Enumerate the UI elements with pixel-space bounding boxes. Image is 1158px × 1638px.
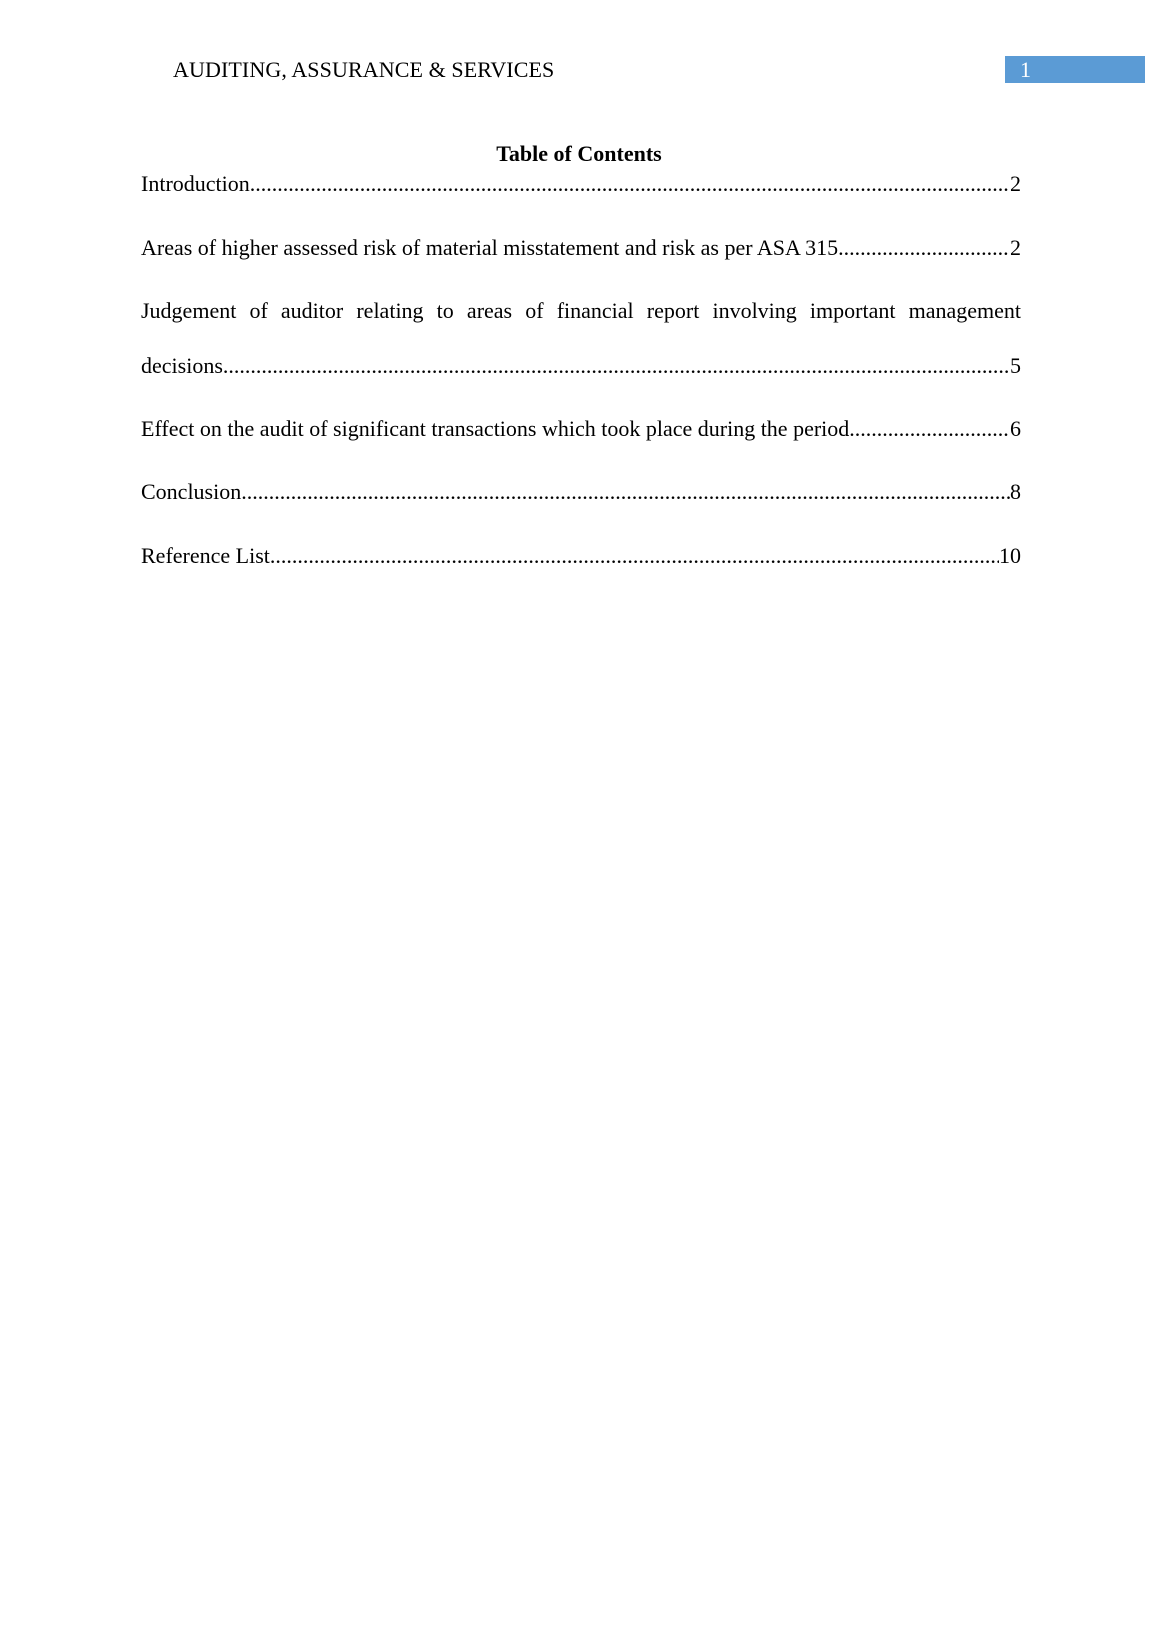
page-number-badge bbox=[1005, 56, 1145, 83]
toc-entry-text: Introduction bbox=[141, 171, 250, 196]
toc-entry-introduction[interactable] bbox=[141, 170, 1021, 198]
toc-entry-text: Reference List bbox=[141, 543, 270, 568]
toc-entry-text: Areas of higher assessed risk of material misstatement and risk as per ASA 315 bbox=[141, 235, 839, 260]
toc-leader-dots bbox=[270, 542, 999, 570]
toc-entry-conclusion[interactable] bbox=[141, 478, 1021, 506]
toc-entry-text-line2: decisions bbox=[141, 353, 223, 378]
toc-entry-text-line1: Judgement of auditor relating to areas of financial report involving important management bbox=[141, 298, 1021, 323]
toc-entry-page: 6 bbox=[1010, 416, 1021, 441]
toc-entry-risk-areas[interactable] bbox=[141, 234, 1021, 262]
toc-leader-dots bbox=[849, 415, 1010, 443]
toc-leader-dots bbox=[223, 352, 1010, 380]
toc-leader-dots bbox=[241, 478, 1010, 506]
toc-entry-page: 5 bbox=[1010, 353, 1021, 378]
toc-entry-page: 2 bbox=[1010, 171, 1021, 196]
toc-entry-judgement[interactable] bbox=[141, 297, 1021, 325]
toc-entry-page: 2 bbox=[1010, 235, 1021, 260]
toc-entry-reference-list[interactable] bbox=[141, 542, 1021, 570]
toc-entry-significant-transactions[interactable] bbox=[141, 415, 1021, 443]
toc-entry-page: 8 bbox=[1010, 479, 1021, 504]
toc-leader-dots bbox=[838, 234, 1010, 262]
page-number: 1 bbox=[1020, 57, 1031, 82]
toc-leader-dots bbox=[250, 170, 1010, 198]
running-header-title: AUDITING, ASSURANCE & SERVICES bbox=[173, 57, 555, 82]
toc-entry-text: Conclusion bbox=[141, 479, 242, 504]
toc-title: Table of Contents bbox=[496, 141, 662, 166]
toc-entry-judgement-continued[interactable] bbox=[141, 352, 1021, 380]
toc-entry-page: 10 bbox=[999, 543, 1021, 568]
toc-entry-text: Effect on the audit of significant transactions which took place during the period bbox=[141, 416, 850, 441]
